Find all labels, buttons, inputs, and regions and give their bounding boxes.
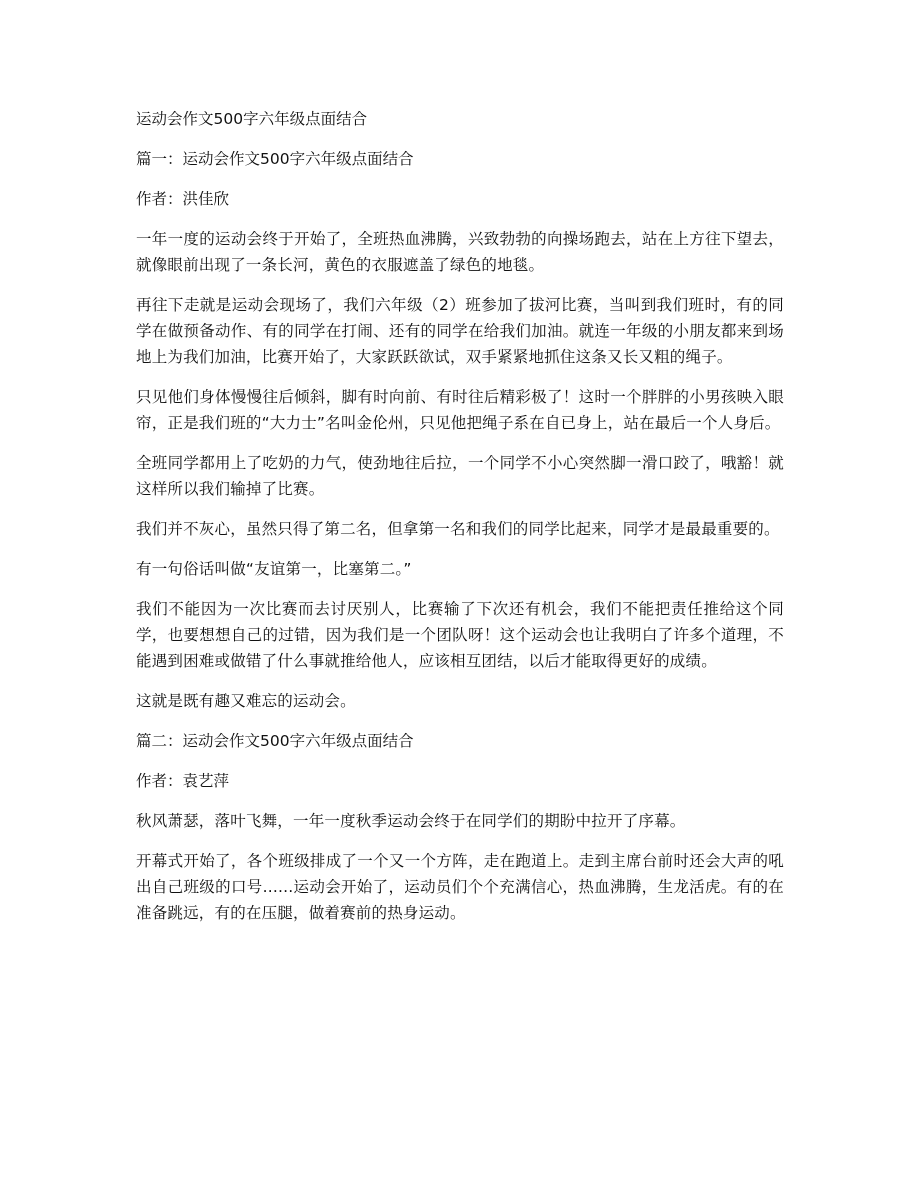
section-one-heading: 篇一：运动会作文500字六年级点面结合 (136, 150, 414, 168)
paragraph: 我们不能因为一次比赛而去讨厌别人，比赛输了下次还有机会，我们不能把责任推给这个同学，也要想想自己的过错，因为我们是一个团队呀！这个运动会也让我明白了许多个道理，不能遇到困难或做错了什么事就推给他人，应该相互团结，以后才能取得更好的成绩。 (136, 600, 784, 670)
paragraph: 这就是既有趣又难忘的运动会。 (136, 692, 356, 710)
document-title: 运动会作文500字六年级点面结合 (136, 110, 368, 128)
paragraph: 再往下走就是运动会现场了，我们六年级（2）班参加了拔河比赛，当叫到我们班时，有的同学在做预备动作、有的同学在打闹、还有的同学在给我们加油。就连一年级的小朋友都来到场地上为我们加油，比赛开始了，大家跃跃欲试，双手紧紧地抓住这条又长又粗的绳子。 (136, 296, 784, 366)
paragraph: 我们并不灰心，虽然只得了第二名，但拿第一名和我们的同学比起来，同学才是最最重要的。 (136, 520, 780, 538)
document-body (136, 106, 784, 940)
paragraph: 只见他们身体慢慢往后倾斜，脚有时向前、有时往后精彩极了！这时一个胖胖的小男孩映入眼帘，正是我们班的“大力士”名叫金伦州，只见他把绳子系在自已身上，站在最后一个人身后。 (136, 388, 784, 432)
paragraph: 有一句俗话叫做“友谊第一，比塞第二。” (136, 560, 412, 578)
paragraph: 一年一度的运动会终于开始了，全班热血沸腾，兴致勃勃的向操场跑去，站在上方往下望去，就像眼前出现了一条长河，黄色的衣服遮盖了绿色的地毯。 (136, 230, 784, 274)
paragraph: 开幕式开始了，各个班级排成了一个又一个方阵，走在跑道上。走到主席台前时还会大声的吼出自己班级的口号......运动会开始了，运动员们个个充满信心，热血沸腾，生龙活虎。有的在准备跳远，有的在压腿，做着赛前的热身运动。 (136, 852, 784, 922)
paragraph: 秋风萧瑟，落叶飞舞，一年一度秋季运动会终于在同学们的期盼中拉开了序幕。 (136, 812, 686, 830)
section-two-author: 作者：袁艺萍 (136, 772, 230, 790)
section-one-author: 作者：洪佳欣 (136, 190, 230, 208)
section-two-heading: 篇二：运动会作文500字六年级点面结合 (136, 732, 414, 750)
paragraph: 全班同学都用上了吃奶的力气，使劲地往后拉，一个同学不小心突然脚一滑口跤了，哦豁！就这样所以我们输掉了比赛。 (136, 454, 784, 498)
